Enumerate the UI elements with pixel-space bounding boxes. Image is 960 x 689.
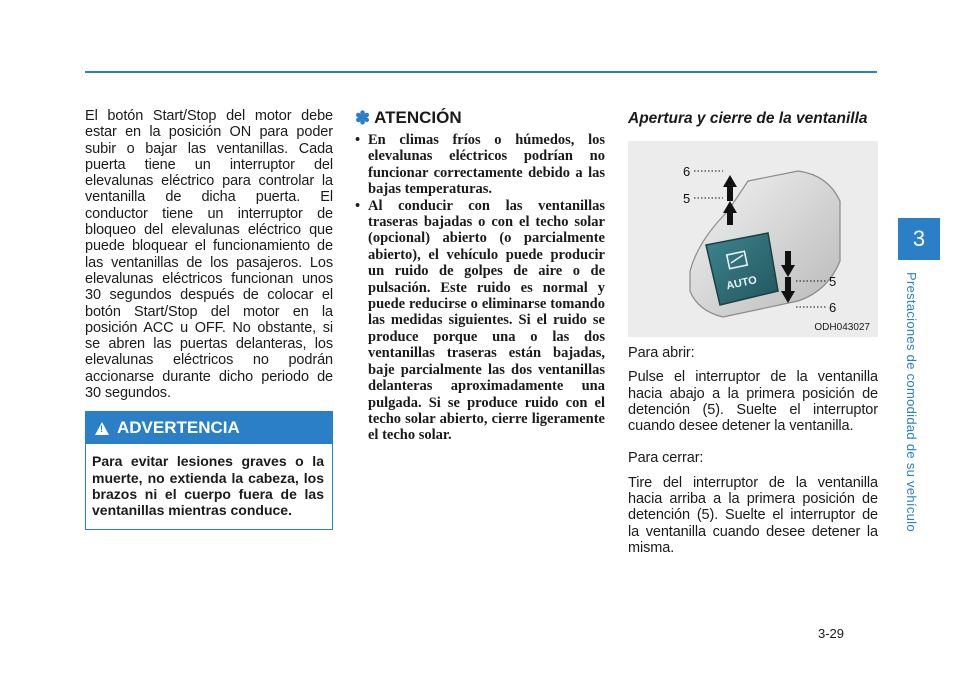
figure-code: ODH043027 xyxy=(814,322,870,333)
label-up6: 6 xyxy=(683,164,691,179)
warning-box xyxy=(85,411,333,529)
open-text: Pulse el interruptor de la ventanilla hacia abajo a la primera posición de detención (5). Suelte el interruptor cuando desee detener la ventanilla. xyxy=(628,369,878,435)
chapter-tab: 3 xyxy=(898,218,940,260)
label-down6: 6 xyxy=(829,300,837,315)
attention-list xyxy=(355,132,605,444)
warning-text: Para evitar lesiones graves o la muerte, no extienda la cabeza, los brazos ni el cuerpo fuera de las ventanillas mientras conduce. xyxy=(92,453,324,519)
top-rule xyxy=(85,71,877,73)
intro-paragraph: El botón Start/Stop del motor debe estar en la posición ON para poder subir o bajar las ventanillas. Cada puerta tiene un interruptor del elevalunas eléctrico para controlar la ventanilla de dicha puerta. El conductor tiene un interruptor de bloqueo del elevalunas eléctrico que puede bloquear el funcionamiento de las ventanillas de los pasajeros. Los elevalunas eléctricos funcionan unos 30 segundos después de colocar el botón Start/Stop del motor en la posición ACC u OFF. No obstante, si se abren las puertas delanteras, los elevalunas eléctricos no podrán accionarse durante dicho periodo de 30 segundos. xyxy=(85,108,333,402)
window-switch-figure xyxy=(628,141,878,337)
label-down5: 5 xyxy=(829,274,837,289)
attention-title: ATENCIÓN xyxy=(374,108,462,127)
window-switch-illustration xyxy=(628,141,878,337)
switch-auto-label: AUTO xyxy=(725,274,759,293)
column-right xyxy=(628,108,878,556)
page-number: 3-29 xyxy=(818,626,845,641)
column-left xyxy=(85,108,333,530)
chapter-title: Prestaciones de comodidad de su vehículo xyxy=(904,272,919,532)
section-title: Apertura y cierre de la ventanilla xyxy=(628,110,868,127)
column-middle xyxy=(355,108,605,444)
attention-symbol-icon: ✽ xyxy=(355,108,371,128)
warning-header xyxy=(86,412,332,444)
close-label: Para cerrar: xyxy=(628,450,704,467)
attention-item: • Al conducir con las ventanillas traseras bajadas o con el techo solar (opcional) abierto (o parcialmente abierto), el vehículo puede producir un ruido de golpes de aire o de pulsación. Este ruido es normal y puede reducirse o eliminarse tomando las medidas siguientes. Si el ruido se produce porque una o las dos ventanillas traseras están bajadas, baje parcialmente las dos ventanillas delanteras aproximadamente una pulgada. Si se produce ruido con el techo solar abierto, cierre ligeramente el techo solar. xyxy=(355,197,605,444)
open-label: Para abrir: xyxy=(628,345,695,361)
bullet-icon: • xyxy=(355,132,361,148)
bullet-icon: • xyxy=(355,197,361,214)
warning-triangle-icon xyxy=(95,422,109,435)
close-text: Tire del interruptor de la ventanilla hacia arriba a la primera posición de detención (5). Suelte el interruptor de la ventanilla cuando desee detener la misma. xyxy=(628,474,878,556)
attention-heading xyxy=(355,108,605,128)
warning-title: ADVERTENCIA xyxy=(117,418,240,438)
label-up5: 5 xyxy=(683,191,691,206)
up-arrow-icon xyxy=(723,175,737,201)
switch-paddle xyxy=(706,233,778,305)
attention-item: • En climas fríos o húmedos, los elevalunas eléctricos podrían no funcionar correctamente debido a las bajas temperaturas. xyxy=(355,132,605,198)
